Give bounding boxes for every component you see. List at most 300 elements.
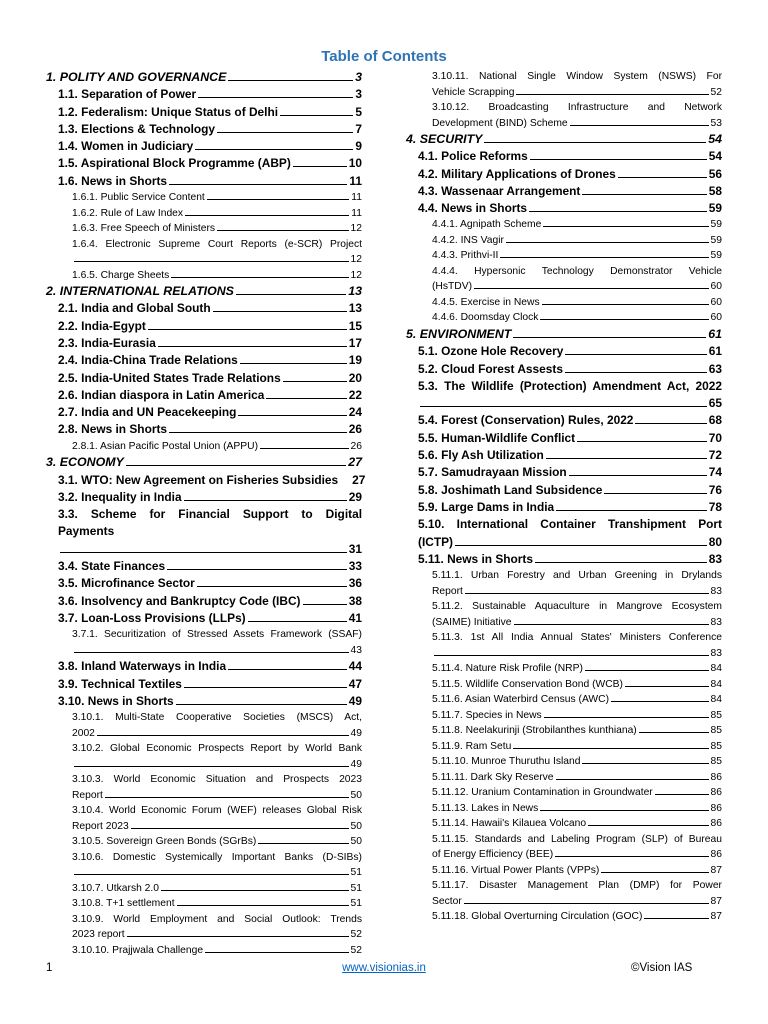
toc-page-number: 49 <box>348 693 362 708</box>
toc-page-number: 83 <box>710 616 722 628</box>
toc-leader <box>516 94 708 95</box>
toc-entry-title: 3. ECONOMY <box>46 455 124 470</box>
toc-leader <box>625 686 709 687</box>
toc-page-number: 29 <box>348 489 362 504</box>
toc-leader <box>585 670 709 671</box>
toc-page-number: 86 <box>710 849 722 861</box>
toc-entry[interactable] <box>406 447 722 464</box>
toc-leader <box>577 441 707 442</box>
toc-leader <box>97 735 349 736</box>
toc-entry-title: 1.5. Aspirational Block Programme (ABP) <box>58 156 291 171</box>
toc-entry[interactable] <box>46 803 362 834</box>
toc-page-number: 65 <box>708 396 722 411</box>
toc-entry-title: 4.1. Police Reforms <box>418 149 528 164</box>
toc-page-number: 50 <box>350 820 362 832</box>
toc-entry-title: 1.6.3. Free Speech of Ministers <box>72 223 216 235</box>
toc-leader <box>176 704 347 705</box>
toc-leader <box>455 545 707 546</box>
toc-entry[interactable] <box>46 104 362 121</box>
toc-entry[interactable] <box>46 772 362 803</box>
toc-entry-title-continued: 2023 report <box>72 929 125 941</box>
toc-entry-title: 3.10.1. Multi-State Cooperative Societies (MSCS) Act, <box>72 712 362 724</box>
toc-entry[interactable] <box>406 692 722 708</box>
toc-leader <box>582 194 706 195</box>
toc-entry[interactable] <box>46 710 362 741</box>
toc-leader <box>655 794 709 795</box>
toc-entry[interactable] <box>46 472 366 489</box>
toc-leader <box>127 936 349 937</box>
toc-entry-title: 5.11.17. Disaster Management Plan (DMP) for Power <box>432 880 722 892</box>
toc-page-number: 15 <box>348 318 362 333</box>
toc-page-number: 41 <box>348 610 362 625</box>
toc-page-number: 52 <box>350 944 362 956</box>
toc-leader <box>158 346 347 347</box>
toc-entry[interactable] <box>406 770 722 786</box>
toc-leader <box>484 142 706 143</box>
toc-entry[interactable] <box>46 318 362 335</box>
toc-page-number: 59 <box>710 219 722 231</box>
toc-entry[interactable] <box>46 335 362 352</box>
toc-leader <box>266 398 346 399</box>
toc-leader <box>513 748 708 749</box>
toc-entry[interactable] <box>46 881 362 897</box>
toc-leader <box>588 825 708 826</box>
toc-entry-title: 1.4. Women in Judiciary <box>58 139 194 154</box>
toc-entry-title: 5.3. The Wildlife (Protection) Amendment Act, 2022 <box>418 378 722 393</box>
toc-page-number: 86 <box>710 771 722 783</box>
toc-leader <box>303 604 347 605</box>
toc-entry[interactable] <box>406 482 722 499</box>
toc-entry[interactable] <box>406 832 722 863</box>
toc-entry[interactable] <box>46 268 362 284</box>
toc-page-number: 52 <box>710 86 722 98</box>
toc-entry[interactable] <box>406 708 722 724</box>
toc-entry-title-continued: (HsTDV) <box>432 281 473 293</box>
toc-entry-title: 5. ENVIRONMENT <box>406 326 512 341</box>
toc-page-number: 85 <box>710 756 722 768</box>
toc-page-number: 80 <box>708 534 722 549</box>
toc-leader <box>611 701 709 702</box>
toc-page-number: 58 <box>708 183 722 198</box>
toc-entry[interactable] <box>406 248 722 264</box>
toc-entry-title: 5.11.14. Hawaii's Kilauea Volcano <box>432 818 587 830</box>
toc-page-number: 59 <box>708 201 722 216</box>
toc-leader <box>639 732 709 733</box>
toc-entry[interactable] <box>46 834 362 850</box>
toc-page-number: 26 <box>350 440 362 452</box>
toc-entry-title: 5.11.5. Wildlife Conservation Bond (WCB) <box>432 678 623 690</box>
toc-page-number: 11 <box>351 207 362 219</box>
toc-entry-title: 5.11.10. Munroe Thuruthu Island <box>432 756 581 768</box>
toc-leader <box>213 311 347 312</box>
toc-leader <box>161 890 349 891</box>
toc-leader <box>434 655 709 656</box>
toc-page-number: 76 <box>708 482 722 497</box>
toc-page-number: 51 <box>350 882 362 894</box>
toc-entry-title: 4.4.1. Agnipath Scheme <box>432 219 542 231</box>
toc-page-number: 51 <box>350 867 362 879</box>
toc-entry[interactable] <box>46 404 362 421</box>
toc-entry-title: 2.4. India-China Trade Relations <box>58 353 238 368</box>
toc-leader <box>569 475 707 476</box>
toc-entry-title: 5.11.2. Sustainable Aquaculture in Mangrove Ecosystem <box>432 601 722 613</box>
toc-entry-title-continued: Report 2023 <box>72 820 129 832</box>
toc-leader <box>197 586 347 587</box>
toc-entry-title-continued: Sector <box>432 895 462 907</box>
toc-leader <box>540 810 708 811</box>
toc-leader <box>500 257 708 258</box>
toc-leader <box>565 372 707 373</box>
toc-entry-title: 5.4. Forest (Conservation) Rules, 2022 <box>418 413 634 428</box>
toc-entry-title: 5.11.3. 1st All India Annual States' Ministers Conference <box>432 632 722 644</box>
toc-leader <box>74 261 349 262</box>
toc-entry[interactable] <box>406 568 722 599</box>
toc-entry-title: 1. POLITY AND GOVERNANCE <box>46 70 227 84</box>
toc-entry-title: 3.10.11. National Single Window System (NSWS) For <box>432 71 722 82</box>
toc-leader <box>184 500 347 501</box>
footer-website-link[interactable]: www.visionias.in <box>342 962 426 974</box>
toc-entry-title: 4.4.2. INS Vagir <box>432 234 504 246</box>
toc-entry-title: 5.11.8. Neelakurinji (Strobilanthes kunthiana) <box>432 725 637 737</box>
toc-entry[interactable] <box>406 723 722 739</box>
toc-entry-title: 5.10. International Container Transhipment Port <box>418 517 722 532</box>
toc-leader <box>169 432 347 433</box>
toc-leader <box>540 319 708 320</box>
toc-entry-title: 3.9. Technical Textiles <box>58 676 182 691</box>
toc-page-number: 50 <box>350 789 362 801</box>
toc-entry-title-continued: Vehicle Scrapping <box>432 86 515 98</box>
toc-entry[interactable] <box>406 183 722 200</box>
toc-leader <box>464 903 709 904</box>
toc-entry[interactable] <box>406 233 722 249</box>
toc-entry-title: 4.2. Military Applications of Drones <box>418 166 616 181</box>
toc-leader <box>126 465 346 466</box>
toc-entry-title: 3.10.8. T+1 settlement <box>72 898 175 910</box>
toc-page-number: 60 <box>710 281 722 293</box>
toc-leader <box>465 593 709 594</box>
toc-entry[interactable] <box>406 264 722 295</box>
toc-entry[interactable] <box>406 464 722 481</box>
toc-entry[interactable] <box>46 454 362 471</box>
toc-page-number: 24 <box>348 405 362 420</box>
toc-entry[interactable] <box>406 499 722 516</box>
toc-leader <box>217 230 348 231</box>
toc-page-number: 83 <box>710 585 722 597</box>
toc-entry-title-continued: Report <box>72 789 103 801</box>
toc-entry[interactable] <box>46 850 362 881</box>
toc-entry[interactable] <box>406 661 722 677</box>
toc-entry[interactable] <box>406 878 722 909</box>
toc-entry[interactable] <box>406 295 722 311</box>
toc-entry-title: 4.4. News in Shorts <box>418 201 528 216</box>
toc-entry[interactable] <box>406 378 722 413</box>
toc-entry-title-continued: 2002 <box>72 727 95 739</box>
toc-leader <box>644 918 708 919</box>
toc-page-number: 26 <box>348 422 362 437</box>
toc-page-number: 5 <box>355 104 362 119</box>
toc-entry[interactable] <box>46 138 362 155</box>
toc-entry[interactable] <box>406 217 722 233</box>
toc-entry[interactable] <box>406 343 722 360</box>
toc-leader <box>618 177 707 178</box>
toc-leader <box>546 458 707 459</box>
toc-leader <box>280 115 353 116</box>
toc-leader <box>74 652 349 653</box>
toc-page-number: 11 <box>349 173 362 188</box>
toc-leader <box>184 687 347 688</box>
toc-page-number: 17 <box>348 335 362 350</box>
toc-entry[interactable] <box>406 148 722 165</box>
toc-entry[interactable] <box>46 173 362 190</box>
toc-entry[interactable] <box>406 516 722 551</box>
toc-entry-title: 4.4.3. Prithvi-II <box>432 250 499 262</box>
toc-page-number: 31 <box>348 541 362 556</box>
toc-leader <box>601 872 708 873</box>
toc-leader <box>240 363 347 364</box>
toc-page-number: 86 <box>710 787 722 799</box>
toc-leader <box>148 329 347 330</box>
toc-page-number: 12 <box>350 269 362 281</box>
toc-page-number: 7 <box>355 121 362 136</box>
toc-leader <box>74 874 349 875</box>
toc-entry-title: 3.7.1. Securitization of Stressed Assets Framework (SSAF) <box>72 629 362 641</box>
toc-entry[interactable] <box>406 430 722 447</box>
toc-entry[interactable] <box>46 86 362 103</box>
toc-leader <box>529 211 707 212</box>
toc-leader <box>555 856 708 857</box>
toc-page-number: 87 <box>710 911 722 923</box>
toc-leader <box>195 149 353 150</box>
toc-page-number: 86 <box>710 802 722 814</box>
toc-entry[interactable] <box>46 221 362 237</box>
toc-page-number: 59 <box>710 250 722 262</box>
toc-page-number: 87 <box>710 895 722 907</box>
toc-entry-title: 5.11.11. Dark Sky Reserve <box>432 771 554 783</box>
toc-entry[interactable] <box>46 693 362 710</box>
toc-leader <box>198 97 353 98</box>
toc-leader <box>207 199 350 200</box>
toc-leader <box>283 381 347 382</box>
toc-leader <box>635 423 706 424</box>
toc-entry-title: 3.10.12. Broadcasting Infrastructure and Network <box>432 102 722 113</box>
toc-leader <box>260 448 349 449</box>
toc-entry[interactable] <box>406 200 722 217</box>
toc-page-number: 47 <box>348 676 362 691</box>
toc-entry[interactable] <box>46 506 362 558</box>
toc-entry[interactable] <box>406 630 722 661</box>
toc-leader <box>542 304 709 305</box>
toc-page-number: 56 <box>708 166 722 181</box>
toc-leader <box>565 354 706 355</box>
toc-entry-title: 3.4. State Finances <box>58 559 166 574</box>
toc-entry[interactable] <box>406 69 722 100</box>
toc-entry[interactable] <box>46 741 362 772</box>
toc-leader <box>205 952 348 953</box>
toc-entry-title: 2.1. India and Global South <box>58 301 211 316</box>
toc-entry[interactable] <box>46 575 362 592</box>
toc-entry-title: 2.5. India-United States Trade Relations <box>58 370 281 385</box>
toc-entry[interactable] <box>406 754 722 770</box>
toc-entry[interactable] <box>406 863 722 879</box>
toc-entry[interactable] <box>406 677 722 693</box>
toc-leader <box>570 125 709 126</box>
toc-entry-title: 4.4.6. Doomsday Clock <box>432 312 539 324</box>
toc-page-number: 33 <box>348 559 362 574</box>
toc-page-number: 9 <box>355 139 362 154</box>
toc-entry[interactable] <box>46 387 362 404</box>
toc-entry[interactable] <box>46 237 362 268</box>
toc-page-number: 50 <box>350 836 362 848</box>
toc-entry[interactable] <box>406 816 722 832</box>
toc-entry-title: 5.11. News in Shorts <box>418 551 533 566</box>
toc-entry-title: 1.2. Federalism: Unique Status of Delhi <box>58 104 279 119</box>
toc-entry[interactable] <box>46 593 362 610</box>
toc-entry[interactable] <box>406 551 722 568</box>
toc-page-number: 83 <box>710 647 722 659</box>
toc-entry-title: 1.3. Elections & Technology <box>58 121 216 136</box>
page-title: Table of Contents <box>321 48 447 65</box>
toc-leader <box>420 406 707 407</box>
toc-entry[interactable] <box>46 155 362 172</box>
toc-leader <box>582 763 708 764</box>
toc-page-number: 59 <box>710 234 722 246</box>
toc-entry-title: 3.10.9. World Employment and Social Outlook: Trends <box>72 913 362 925</box>
toc-entry[interactable] <box>406 326 722 343</box>
toc-entry-title: 5.5. Human-Wildlife Conflict <box>418 430 576 445</box>
toc-entry[interactable] <box>46 370 362 387</box>
toc-entry-title: 3.10.3. World Economic Situation and Prospects 2023 <box>72 774 362 786</box>
toc-leader <box>238 415 346 416</box>
toc-entry-title: 4. SECURITY <box>406 132 483 146</box>
footer-copyright: ©Vision IAS <box>631 962 693 974</box>
toc-page-number: 20 <box>348 370 362 385</box>
toc-page-number: 60 <box>710 296 722 308</box>
toc-entry[interactable] <box>46 912 362 943</box>
toc-entry-title: 5.11.7. Species in News <box>432 709 542 721</box>
toc-entry[interactable] <box>46 676 362 693</box>
toc-entry[interactable] <box>46 627 362 658</box>
toc-entry-title: 5.11.6. Asian Waterbird Census (AWC) <box>432 694 610 706</box>
toc-entry-title: 3.7. Loan-Loss Provisions (LLPs) <box>58 610 246 625</box>
toc-entry[interactable] <box>406 739 722 755</box>
toc-entry[interactable] <box>46 283 362 300</box>
toc-leader <box>185 215 349 216</box>
toc-entry[interactable] <box>46 206 362 222</box>
toc-page-number: 60 <box>710 312 722 324</box>
toc-entry[interactable] <box>46 439 362 455</box>
toc-page-number: 63 <box>708 361 722 376</box>
toc-entry-title: 1.6.1. Public Service Content <box>72 192 205 204</box>
toc-entry-title: 4.4.5. Exercise in News <box>432 296 540 308</box>
toc-entry-title: 5.1. Ozone Hole Recovery <box>418 344 564 359</box>
toc-page-number: 13 <box>348 301 362 316</box>
toc-entry[interactable] <box>406 801 722 817</box>
toc-entry[interactable] <box>406 131 722 148</box>
toc-column-right <box>406 69 722 925</box>
toc-page-number: 12 <box>350 223 362 235</box>
toc-page-number: 72 <box>708 448 722 463</box>
toc-leader <box>105 797 349 798</box>
toc-entry[interactable] <box>406 412 722 429</box>
toc-page-number: 61 <box>708 344 722 359</box>
toc-entry[interactable] <box>46 610 362 627</box>
toc-leader <box>544 717 709 718</box>
toc-leader <box>556 779 709 780</box>
toc-entry-title: 3.5. Microfinance Sector <box>58 576 195 591</box>
toc-page-number: 74 <box>708 465 722 480</box>
toc-leader <box>60 552 347 553</box>
toc-leader <box>217 132 353 133</box>
toc-entry[interactable] <box>46 421 362 438</box>
toc-entry[interactable] <box>406 599 722 630</box>
toc-entry[interactable] <box>46 658 362 675</box>
toc-entry-title: 1.6.2. Rule of Law Index <box>72 207 184 219</box>
toc-page-number: 61 <box>708 326 722 341</box>
toc-entry-title: 1.6. News in Shorts <box>58 173 168 188</box>
toc-entry[interactable] <box>406 909 722 925</box>
toc-entry-title-continued: Report <box>432 585 463 597</box>
toc-entry[interactable] <box>46 190 362 206</box>
toc-leader <box>293 166 347 167</box>
toc-page-number: 84 <box>710 663 722 675</box>
toc-page-number: 53 <box>710 117 722 129</box>
toc-entry[interactable] <box>406 100 722 131</box>
toc-leader <box>535 562 707 563</box>
toc-leader <box>258 843 348 844</box>
toc-entry[interactable] <box>46 69 362 86</box>
toc-entry[interactable] <box>46 489 362 506</box>
toc-leader <box>474 288 708 289</box>
toc-leader <box>514 624 709 625</box>
toc-entry[interactable] <box>46 558 362 575</box>
toc-leader <box>228 80 353 81</box>
toc-entry[interactable] <box>406 166 722 183</box>
toc-entry-title-continued: (SAIME) Initiative <box>432 616 512 628</box>
toc-entry[interactable] <box>406 310 722 326</box>
toc-page-number: 3 <box>355 87 362 102</box>
toc-entry-title: 3.10.10. Prajjwala Challenge <box>72 944 204 956</box>
toc-entry[interactable] <box>46 300 362 317</box>
toc-leader <box>513 337 706 338</box>
toc-leader <box>543 226 708 227</box>
toc-page-number: 11 <box>351 192 362 204</box>
toc-entry[interactable] <box>46 943 362 959</box>
toc-entry-title: 2.3. India-Eurasia <box>58 335 156 350</box>
toc-page-number: 87 <box>710 864 722 876</box>
toc-page-number: 13 <box>348 284 362 299</box>
toc-page-number: 84 <box>710 678 722 690</box>
toc-entry[interactable] <box>46 121 362 138</box>
toc-entry-title: 5.6. Fly Ash Utilization <box>418 448 544 463</box>
toc-entry-title: 2.8. News in Shorts <box>58 422 168 437</box>
toc-leader <box>604 493 706 494</box>
toc-entry[interactable] <box>406 785 722 801</box>
toc-page-number: 54 <box>708 149 722 164</box>
toc-page-number: 68 <box>708 413 722 428</box>
toc-entry[interactable] <box>46 352 362 369</box>
toc-entry[interactable] <box>406 361 722 378</box>
toc-page-number: 43 <box>350 644 362 656</box>
toc-leader <box>236 294 346 295</box>
toc-entry-title: 3.10.4. World Economic Forum (WEF) releases Global Risk <box>72 805 362 817</box>
toc-page-number: 36 <box>348 576 362 591</box>
toc-entry[interactable] <box>46 896 362 912</box>
toc-entry-title: 5.11.16. Virtual Power Plants (VPPs) <box>432 864 600 876</box>
toc-entry-title: 5.11.4. Nature Risk Profile (NRP) <box>432 663 583 675</box>
toc-page-number: 70 <box>708 430 722 445</box>
toc-entry-title: 1.6.5. Charge Sheets <box>72 269 170 281</box>
toc-page-number: 78 <box>708 499 722 514</box>
